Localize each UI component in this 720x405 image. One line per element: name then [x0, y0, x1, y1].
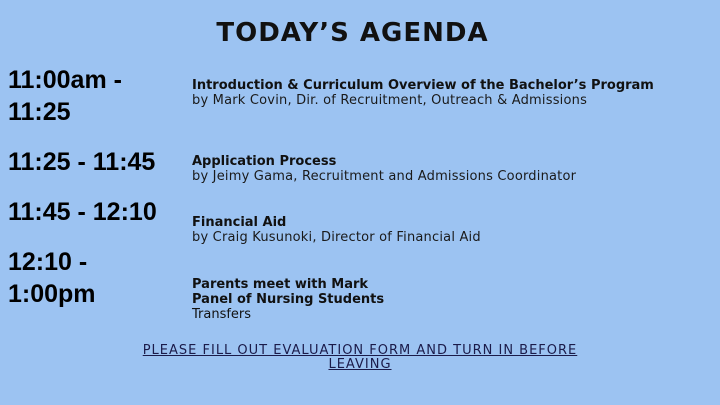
agenda-item-heading: Financial Aid	[192, 215, 287, 230]
agenda-item-4	[192, 277, 384, 322]
agenda-item-presenter: by Craig Kusunoki, Director of Financial Aid	[192, 230, 481, 245]
time-slot-2: 11:25 - 11:45	[8, 148, 156, 176]
evaluation-notice-line-2: LEAVING	[328, 357, 392, 372]
page-title: TODAY’S AGENDA	[216, 18, 489, 48]
time-slot-1	[8, 64, 122, 128]
agenda-item-presenter: by Jeimy Gama, Recruitment and Admissions Coordinator	[192, 169, 577, 184]
time-slot-1-end: 11:25	[8, 98, 71, 126]
agenda-item-line-1: Parents meet with Mark	[192, 277, 369, 292]
agenda-item-presenter: by Mark Covin, Dir. of Recruitment, Outreach & Admissions	[192, 93, 588, 108]
agenda-item-line-3: Transfers	[192, 307, 252, 322]
time-slot-3: 11:45 - 12:10	[8, 198, 157, 226]
time-slot-4	[8, 246, 96, 310]
time-slot-1-start: 11:00am -	[8, 66, 122, 94]
agenda-item-2	[192, 154, 576, 184]
agenda-item-line-2: Panel of Nursing Students	[192, 292, 385, 307]
agenda-item-heading: Introduction & Curriculum Overview of the Bachelor’s Program	[192, 78, 654, 93]
agenda-item-1	[192, 78, 654, 108]
time-slot-4-start: 12:10 -	[8, 248, 88, 276]
agenda-item-heading: Application Process	[192, 154, 337, 169]
evaluation-notice	[0, 344, 720, 372]
evaluation-notice-line-1: PLEASE FILL OUT EVALUATION FORM AND TURN IN BEFORE	[142, 343, 578, 358]
time-slot-4-end: 1:00pm	[8, 280, 96, 308]
agenda-item-3	[192, 215, 481, 245]
